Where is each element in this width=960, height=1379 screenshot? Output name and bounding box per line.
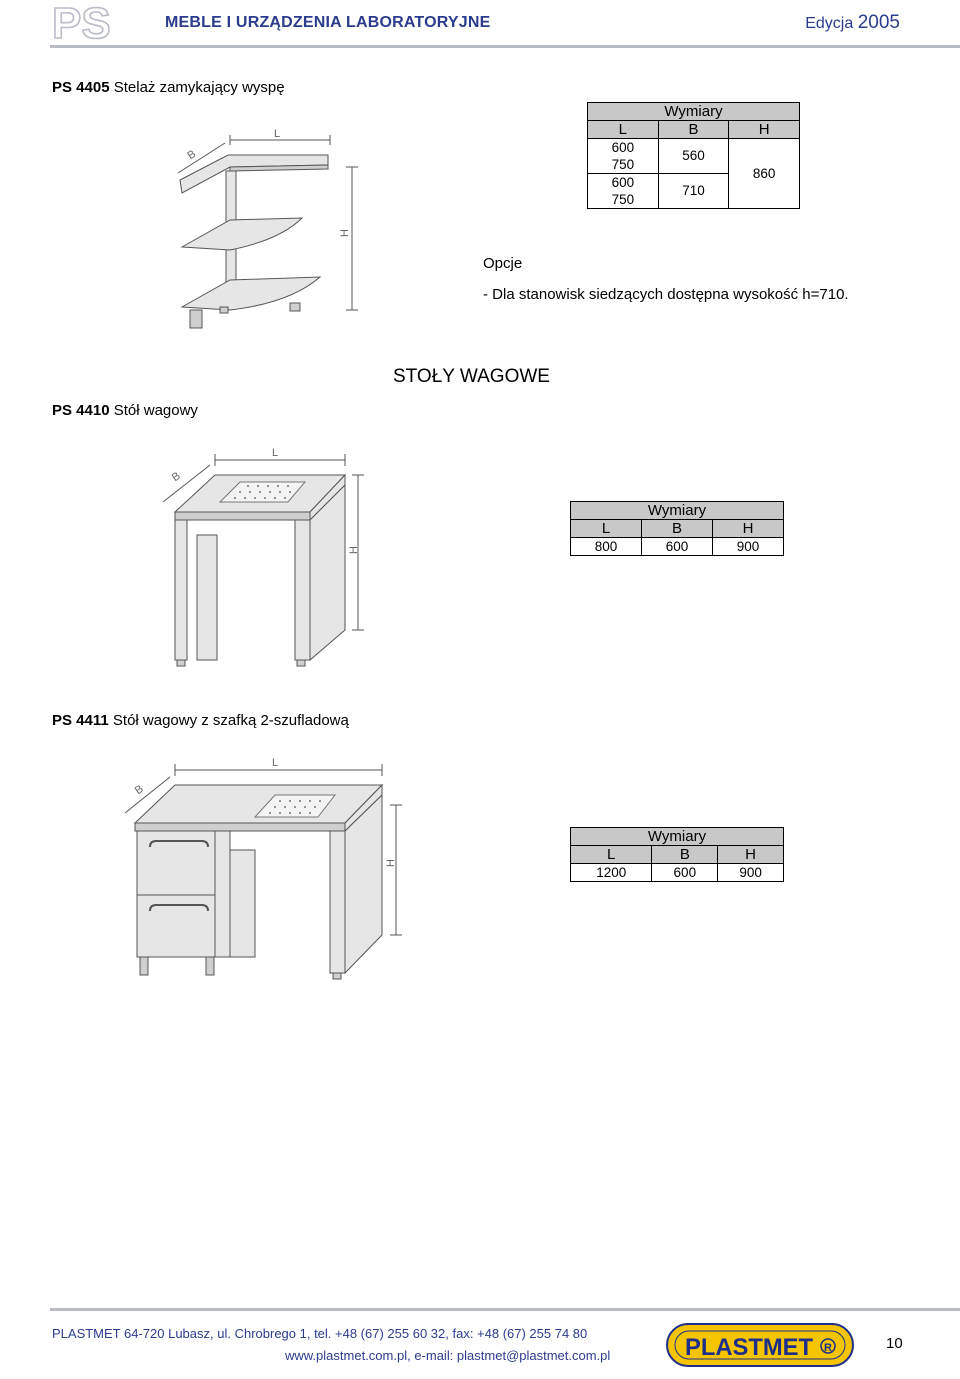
dimensions-table-ps4411	[570, 827, 784, 882]
dim-label-l: L	[272, 447, 279, 459]
col-header-l: L	[571, 520, 642, 538]
cell-h: 900	[713, 538, 784, 556]
product-name: Stelaż zamykający wyspę	[113, 79, 285, 96]
dim-label-h: H	[339, 229, 351, 237]
section-title: STOŁY WAGOWE	[393, 366, 550, 387]
dim-label-l: L	[274, 128, 281, 140]
cell-b: 560	[658, 139, 729, 174]
cell-h: 860	[729, 139, 800, 209]
col-header-l: L	[571, 846, 652, 864]
dim-label-l: L	[272, 757, 279, 769]
ps-logo	[50, 0, 120, 42]
table-title: Wymiary	[588, 103, 800, 121]
table-title: Wymiary	[571, 828, 784, 846]
drawing-ps4410	[160, 440, 375, 675]
cell-l: 1200	[571, 864, 652, 882]
cell-b: 600	[652, 864, 718, 882]
dim-label-h: H	[385, 859, 397, 867]
col-header-h: H	[718, 846, 784, 864]
drawing-ps4405	[170, 125, 370, 335]
dim-label-b: B	[132, 782, 146, 798]
footer-divider	[50, 1308, 960, 1311]
dim-label-b: B	[185, 148, 199, 163]
edition-year: 2005	[857, 12, 900, 33]
cell-l: 600	[588, 139, 659, 157]
col-header-b: B	[642, 520, 713, 538]
product-title-ps4411	[52, 712, 349, 729]
cell-b: 600	[642, 538, 713, 556]
cell-l: 600	[588, 174, 659, 192]
page-number: 10	[886, 1335, 903, 1352]
header-edition	[805, 12, 900, 34]
cell-l: 750	[588, 191, 659, 209]
edition-label: Edycja	[805, 15, 854, 32]
product-code: PS 4411	[52, 712, 109, 729]
col-header-l: L	[588, 121, 659, 139]
options-text: - Dla stanowisk siedzących dostępna wysokość h=710.	[483, 286, 849, 303]
footer-address: PLASTMET 64-720 Lubasz, ul. Chrobrego 1, tel. +48 (67) 255 60 32, fax: +48 (67) 255 74 80	[52, 1326, 588, 1341]
registered-mark: R	[824, 1342, 832, 1354]
cell-l: 750	[588, 156, 659, 174]
col-header-h: H	[729, 121, 800, 139]
dimensions-table-ps4405	[587, 102, 800, 209]
ps-logo-text: PS	[52, 0, 111, 42]
drawing-ps4411	[120, 755, 410, 985]
options-block	[483, 248, 849, 310]
col-header-h: H	[713, 520, 784, 538]
header-title: MEBLE I URZĄDZENIA LABORATORYJNE	[165, 14, 491, 31]
table-title: Wymiary	[571, 502, 784, 520]
cell-b: 710	[658, 174, 729, 209]
dim-label-h: H	[348, 546, 360, 554]
col-header-b: B	[652, 846, 718, 864]
options-title: Opcje	[483, 255, 523, 272]
header-divider	[50, 45, 960, 48]
cell-h: 900	[718, 864, 784, 882]
footer-contact: www.plastmet.com.pl, e-mail: plastmet@plastmet.com.pl	[285, 1348, 611, 1363]
plastmet-logo	[665, 1322, 855, 1368]
product-title-ps4410	[52, 402, 198, 419]
cell-l: 800	[571, 538, 642, 556]
product-name: Stół wagowy z szafką 2-szufladową	[112, 712, 349, 729]
product-title-ps4405	[52, 79, 285, 96]
plastmet-logo-text: PLASTMET	[685, 1334, 814, 1361]
product-name: Stół wagowy	[113, 402, 198, 419]
product-code: PS 4410	[52, 402, 110, 419]
dim-label-b: B	[169, 469, 183, 485]
col-header-b: B	[658, 121, 729, 139]
product-code: PS 4405	[52, 79, 110, 96]
dimensions-table-ps4410	[570, 501, 784, 556]
